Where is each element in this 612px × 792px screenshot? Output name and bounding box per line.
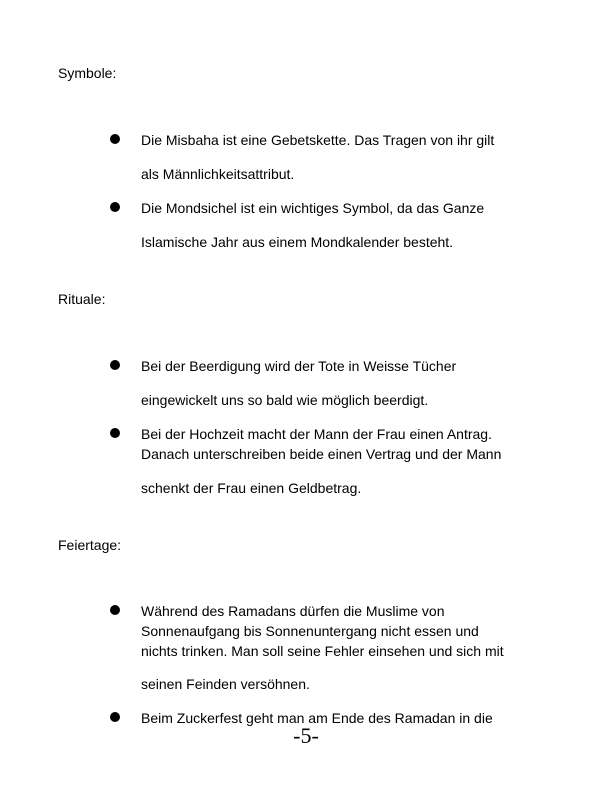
list-item-line: eingewickelt uns so bald wie möglich beerdigt. [141, 392, 429, 408]
list-item-line: Während des Ramadans dürfen die Muslime von [141, 603, 445, 619]
page-number: -5- [293, 723, 319, 748]
bullet-icon [110, 134, 120, 144]
list-item-line: Die Mondsichel ist ein wichtiges Symbol, da das Ganze [141, 200, 485, 216]
list-item-line: nichts trinken. Man soll seine Fehler einsehen und sich mit [141, 643, 504, 659]
bullet-icon [110, 428, 120, 438]
list-item-line: seinen Feinden versöhnen. [141, 676, 310, 692]
section-heading-feiertage: Feiertage: [58, 537, 122, 553]
list-item-line: Beim Zuckerfest geht man am Ende des Ramadan in die [141, 710, 493, 726]
list-item-line: Danach unterschreiben beide einen Vertrag und der Mann [141, 446, 502, 462]
list-item-line: schenkt der Frau einen Geldbetrag. [141, 480, 362, 496]
list-item-line: Die Misbaha ist eine Gebetskette. Das Tragen von ihr gilt [141, 132, 495, 148]
bullet-icon [110, 360, 120, 370]
section-heading-rituale: Rituale: [58, 291, 106, 307]
list-item-line: Bei der Hochzeit macht der Mann der Frau einen Antrag. [141, 426, 492, 442]
bullet-icon [110, 712, 120, 722]
bullet-icon [110, 202, 120, 212]
list-item-line: als Männlichkeitsattribut. [141, 166, 295, 182]
list-item-line: Bei der Beerdigung wird der Tote in Weisse Tücher [141, 358, 457, 374]
list-item-line: Islamische Jahr aus einem Mondkalender besteht. [141, 234, 454, 250]
bullet-icon [110, 605, 120, 615]
list-item-line: Sonnenaufgang bis Sonnenuntergang nicht essen und [141, 623, 479, 639]
section-heading-symbole: Symbole: [58, 65, 117, 81]
